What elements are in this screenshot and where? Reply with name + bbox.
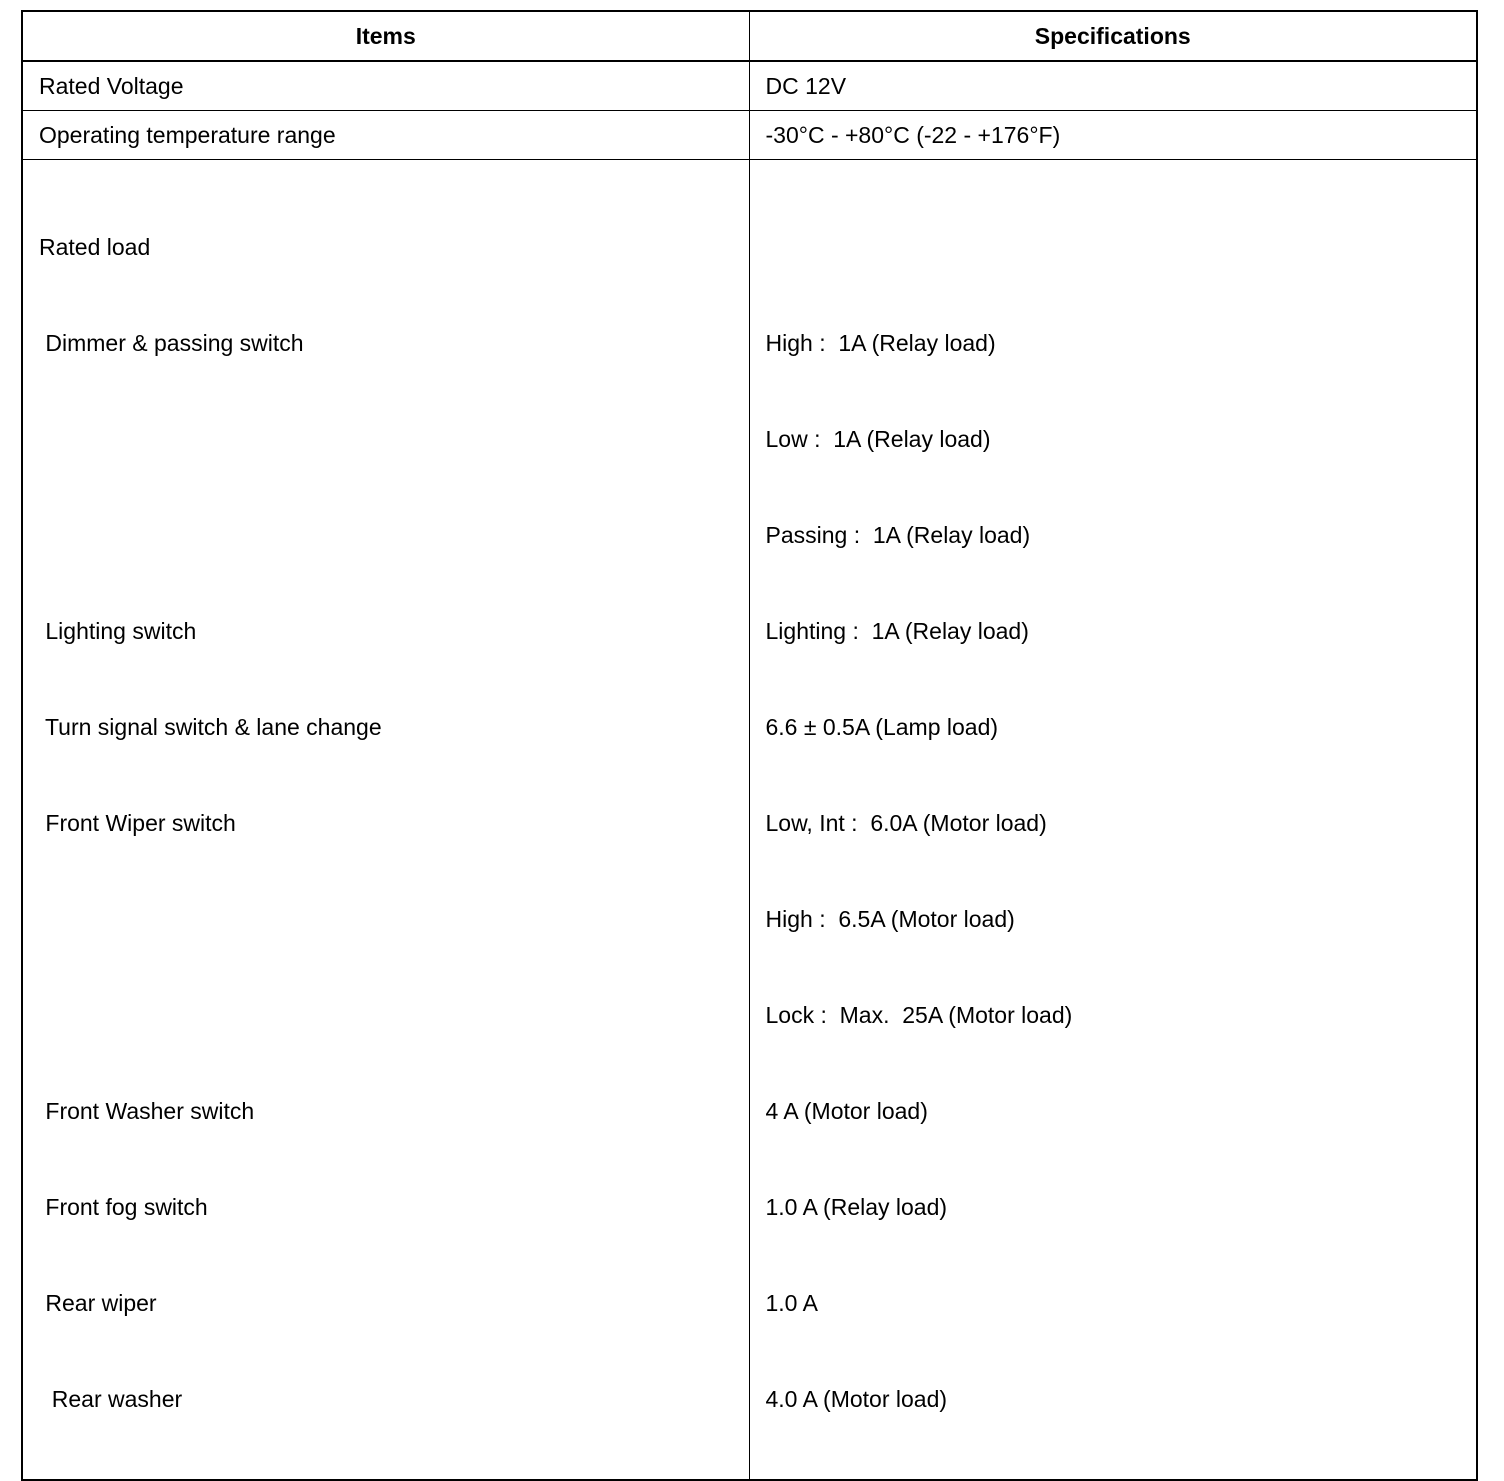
dimmer-passing-switch-label: Dimmer & passing switch [39,330,304,356]
rated-load-item-cell [22,160,749,1481]
operating-temp-spec-cell [749,111,1477,160]
specifications-header: Specifications [749,11,1477,61]
front-fog-switch-label: Front fog switch [39,1194,208,1220]
table-row-rated-load [22,160,1477,1481]
operating-temp-item-cell [22,111,749,160]
lighting-spec: Lighting : 1A (Relay load) [765,618,1029,644]
passing-spec: Passing : 1A (Relay load) [765,522,1031,548]
blank-line [766,231,1477,263]
rated-load-items [23,167,749,1479]
operating-temp-label: Operating temperature range [39,122,336,148]
front-fog-spec: 1.0 A (Relay load) [765,1194,948,1220]
rated-voltage-item-cell [22,61,749,111]
table-header-row [22,11,1477,61]
blank-line [39,519,749,551]
rated-load-label: Rated load [39,234,151,260]
items-header: Items [22,11,749,61]
blank-line [39,903,749,935]
rated-load-specs [750,167,1477,1479]
operating-temp-value: -30°C - +80°C (-22 - +176°F) [765,122,1061,148]
rated-voltage-value: DC 12V [765,73,847,99]
front-washer-switch-label: Front Washer switch [39,1098,255,1124]
rear-washer-spec: 4.0 A (Motor load) [765,1386,948,1412]
rear-wiper-label: Rear wiper [39,1290,157,1316]
rated-voltage-label: Rated Voltage [39,73,184,99]
front-washer-spec: 4 A (Motor load) [765,1098,928,1124]
front-wiper-lock-spec: Lock : Max. 25A (Motor load) [765,1002,1073,1028]
dimmer-low-spec: Low : 1A (Relay load) [765,426,991,452]
table-row-rated-voltage [22,61,1477,111]
rated-load-spec-cell [749,160,1477,1481]
rear-washer-label: Rear washer [39,1386,183,1412]
turn-signal-switch-label: Turn signal switch & lane change [39,714,382,740]
front-wiper-high-spec: High : 6.5A (Motor load) [765,906,1015,932]
table-row-operating-temperature [22,111,1477,160]
turn-signal-spec: 6.6 ± 0.5A (Lamp load) [765,714,999,740]
dimmer-high-spec: High : 1A (Relay load) [765,330,996,356]
rated-voltage-spec-cell [749,61,1477,111]
rear-wiper-spec: 1.0 A [765,1290,818,1316]
front-wiper-switch-label: Front Wiper switch [39,810,236,836]
specifications-table [21,10,1478,1481]
front-wiper-low-int-spec: Low, Int : 6.0A (Motor load) [765,810,1047,836]
lighting-switch-label: Lighting switch [39,618,197,644]
blank-line [39,999,749,1031]
blank-line [39,423,749,455]
